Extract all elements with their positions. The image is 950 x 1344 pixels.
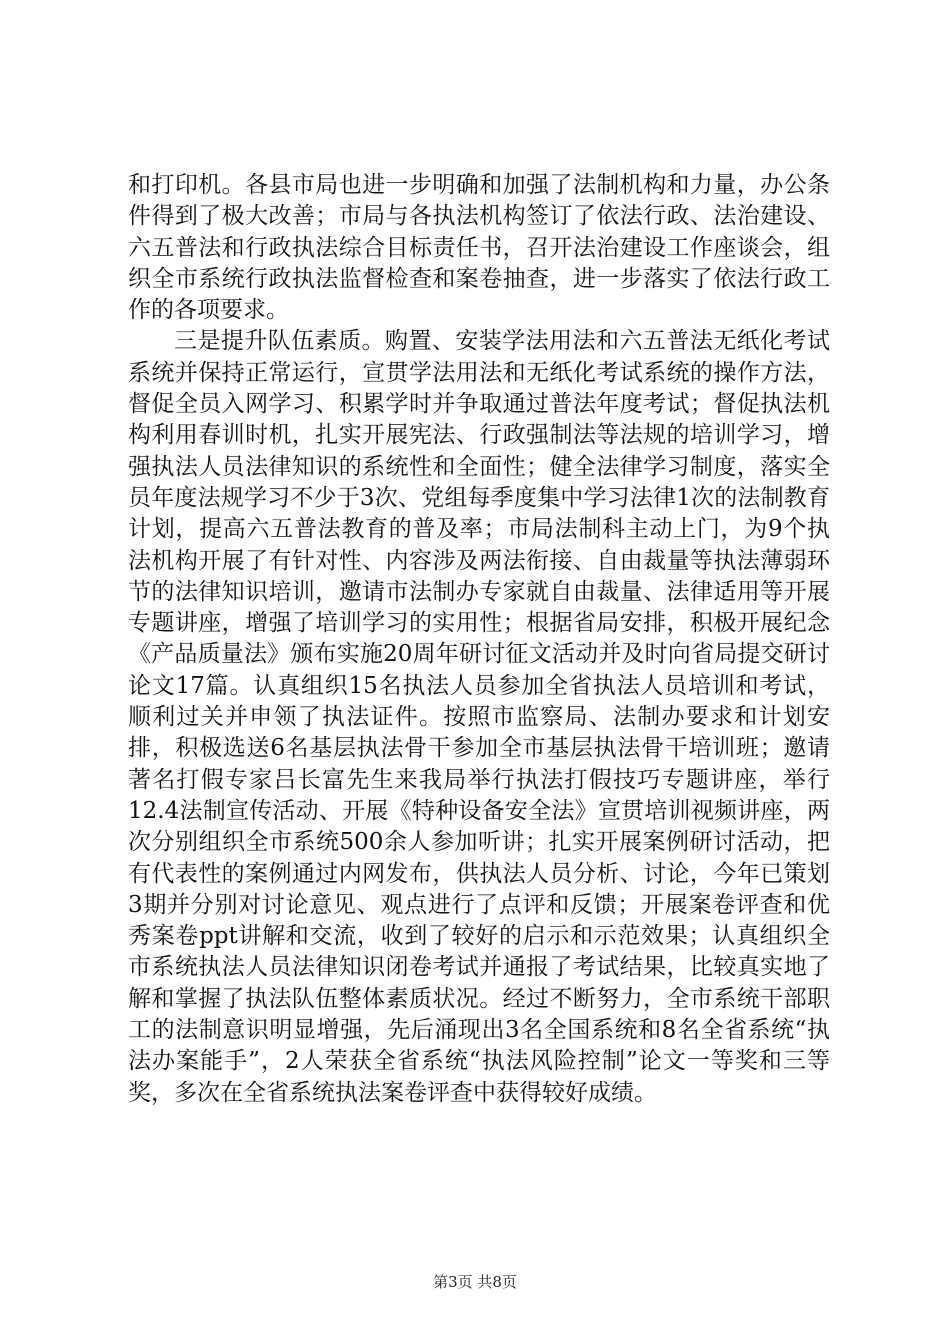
document-body (128, 170, 830, 1109)
page-footer: 第3页 共8页 (433, 1273, 517, 1291)
paragraph-continuation: 和打印机。各县市局也进一步明确和加强了法制机构和力量，办公条件得到了极大改善；市局与各执法机构签订了依法行政、法治建设、六五普法和行政执法综合目标责任书，召开法治建设工作座谈会，组织全市系统行政执法监督检查和案卷抽查，进一步落实了依法行政工作的各项要求。 (128, 172, 830, 324)
paragraph-team-quality: 三是提升队伍素质。购置、安装学法用法和六五普法无纸化考试系统并保持正常运行，宣贯学法用法和无纸化考试系统的操作方法，督促全员入网学习、积累学时并争取通过普法年度考试；督促执法机构利用春训时机，扎实开展宪法、行政强制法等法规的培训学习，增强执法人员法律知识的系统性和全面性；健全法律学习制度，落实全员年度法规学习不少于3次、党组每季度集中学习法律1次的法制教育计划，提高六五普法教育的普及率；市局法制科主动上门，为9个执法机构开展了有针对性、内容涉及两法衔接、自由裁量等执法薄弱环节的法律知识培训，邀请市法制办专家就自由裁量、法律适用等开展专题讲座，增强了培训学习的实用性；根据省局安排，积极开展纪念《产品质量法》颁布实施20周年研讨征文活动并及时向省局提交研讨论文17篇。认真组织15名执法人员参加全省执法人员培训和考试，顺利过关并申领了执法证件。按照市监察局、法制办要求和计划安排，积极选送6名基层执法骨干参加全市基层执法骨干培训班；邀请著名打假专家吕长富先生来我局举行执法打假技巧专题讲座，举行12.4法制宣传活动、开展《特种设备安全法》宣贯培训视频讲座，两次分别组织全市系统500余人参加听讲；扎实开展案例研讨活动，把有代表性的案例通过内网发布，供执法人员分析、讨论，今年已策划3期并分别对讨论意见、观点进行了点评和反馈；开展案卷评查和优秀案卷ppt讲解和交流，收到了较好的启示和示范效果；认真组织全市系统执法人员法律知识闭卷考试并通报了考试结果，比较真实地了解和掌握了执法队伍整体素质状况。经过不断努力，全市系统干部职工的法制意识明显增强，先后涌现出3名全国系统和8名全省系统“执法办案能手”，2人荣获全省系统“执法风险控制”论文一等奖和三等奖，多次在全省系统执法案卷评查中获得较好成绩。 (128, 328, 830, 1106)
